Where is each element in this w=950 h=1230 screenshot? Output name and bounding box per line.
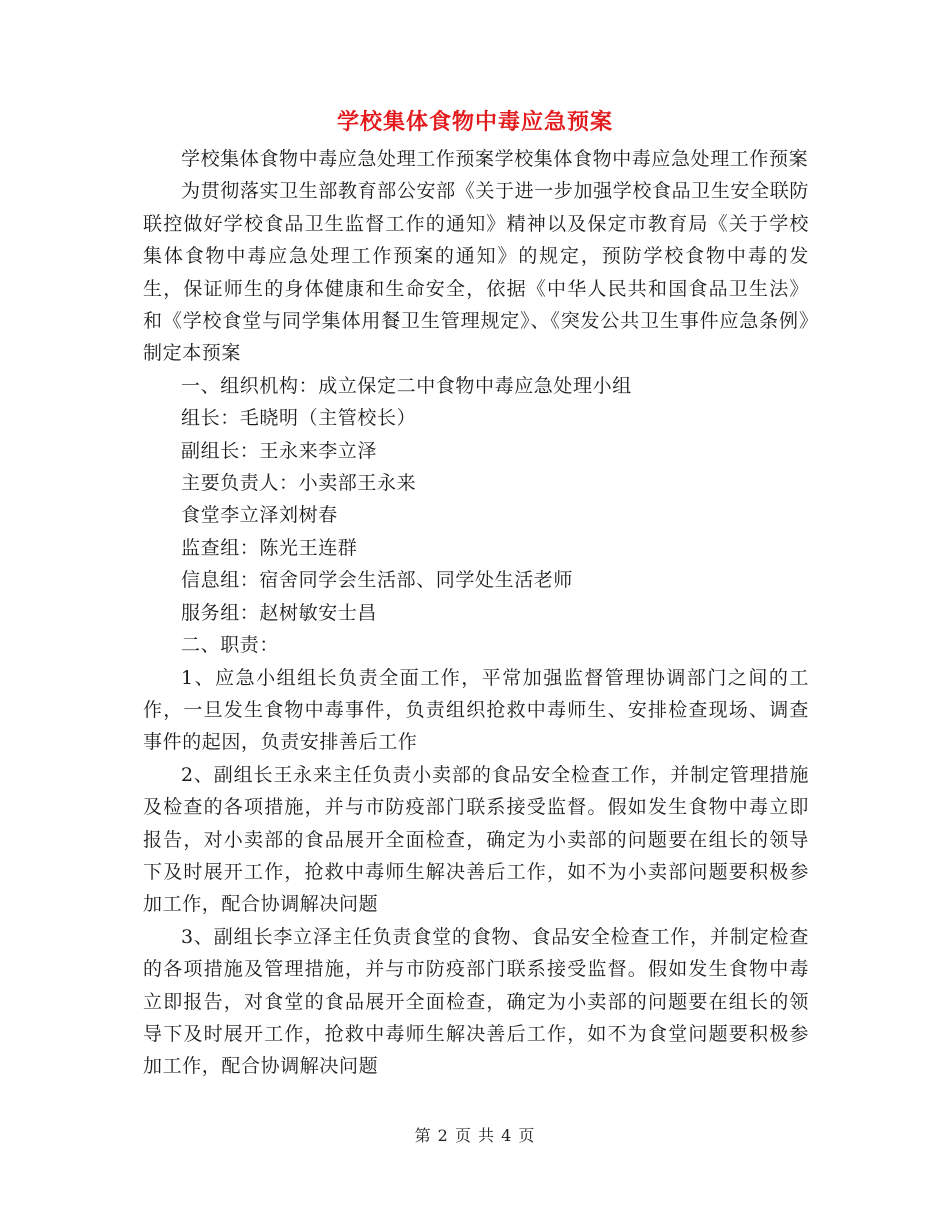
paragraph-subtitle: 学校集体食物中毒应急处理工作预案学校集体食物中毒应急处理工作预案 (181, 148, 809, 170)
document-body (143, 143, 809, 1083)
paragraph-canteen: 食堂李立泽刘树春 (181, 504, 338, 527)
paragraph-inspection-group: 监查组：陈光王连群 (181, 536, 358, 559)
document-title: 学校集体食物中毒应急预案 (336, 110, 613, 135)
paragraph-duty-3: 3、副组长李立泽主任负责食堂的食物、食品安全检查工作，并制定检查的各项措施及管理措施，并与市防疫部门联系接受监督。假如发生食物中毒立即报告，对食堂的食品展开全面检查，确定为小卖部的问题要在组长的领导下及时展开工作，抢救中毒师生解决善后工作，如不为食堂问题要积极参加工作，配合协调解决问题 (143, 925, 809, 1078)
paragraph-section-organization: 一、组织机构：成立保定二中食物中毒应急处理小组 (181, 374, 632, 397)
paragraph-duty-2: 2、副组长王永来主任负责小卖部的食品安全检查工作，并制定管理措施及检查的各项措施，并与市防疫部门联系接受监督。假如发生食物中毒立即报告，对小卖部的食品展开全面检查，确定为小卖部的问题要在组长的领导下及时展开工作，抢救中毒师生解决善后工作，如不为小卖部问题要积极参加工作，配合协调解决问题 (143, 763, 809, 916)
paragraph-service-group: 服务组：赵树敏安士昌 (181, 601, 378, 624)
paragraph-main-responsible: 主要负责人：小卖部王永来 (181, 472, 417, 495)
page-number-footer: 第 2 页 共 4 页 (414, 1126, 536, 1145)
paragraph-section-duties: 二、职责： (181, 634, 280, 657)
paragraph-leader: 组长：毛晓明（主管校长） (181, 407, 417, 430)
paragraph-deputy-leaders: 副组长：王永来李立泽 (181, 439, 378, 462)
paragraph-duty-1: 1、应急小组组长负责全面工作，平常加强监督管理协调部门之间的工作，一旦发生食物中毒事件，负责组织抢救中毒师生、安排检查现场、调查事件的起因，负责安排善后工作 (143, 666, 809, 754)
paragraph-preamble: 为贯彻落实卫生部教育部公安部《关于进一步加强学校食品卫生安全联防联控做好学校食品卫生监督工作的通知》精神以及保定市教育局《关于学校集体食物中毒应急处理工作预案的通知》的规定，预防学校食物中毒的发生，保证师生的身体健康和生命安全，依据《中华人民共和国食品卫生法》和《学校食堂与同学集体用餐卫生管理规定》、《突发公共卫生事件应急条例》制定本预案 (143, 180, 809, 365)
paragraph-information-group: 信息组：宿舍同学会生活部、同学处生活老师 (181, 569, 574, 592)
